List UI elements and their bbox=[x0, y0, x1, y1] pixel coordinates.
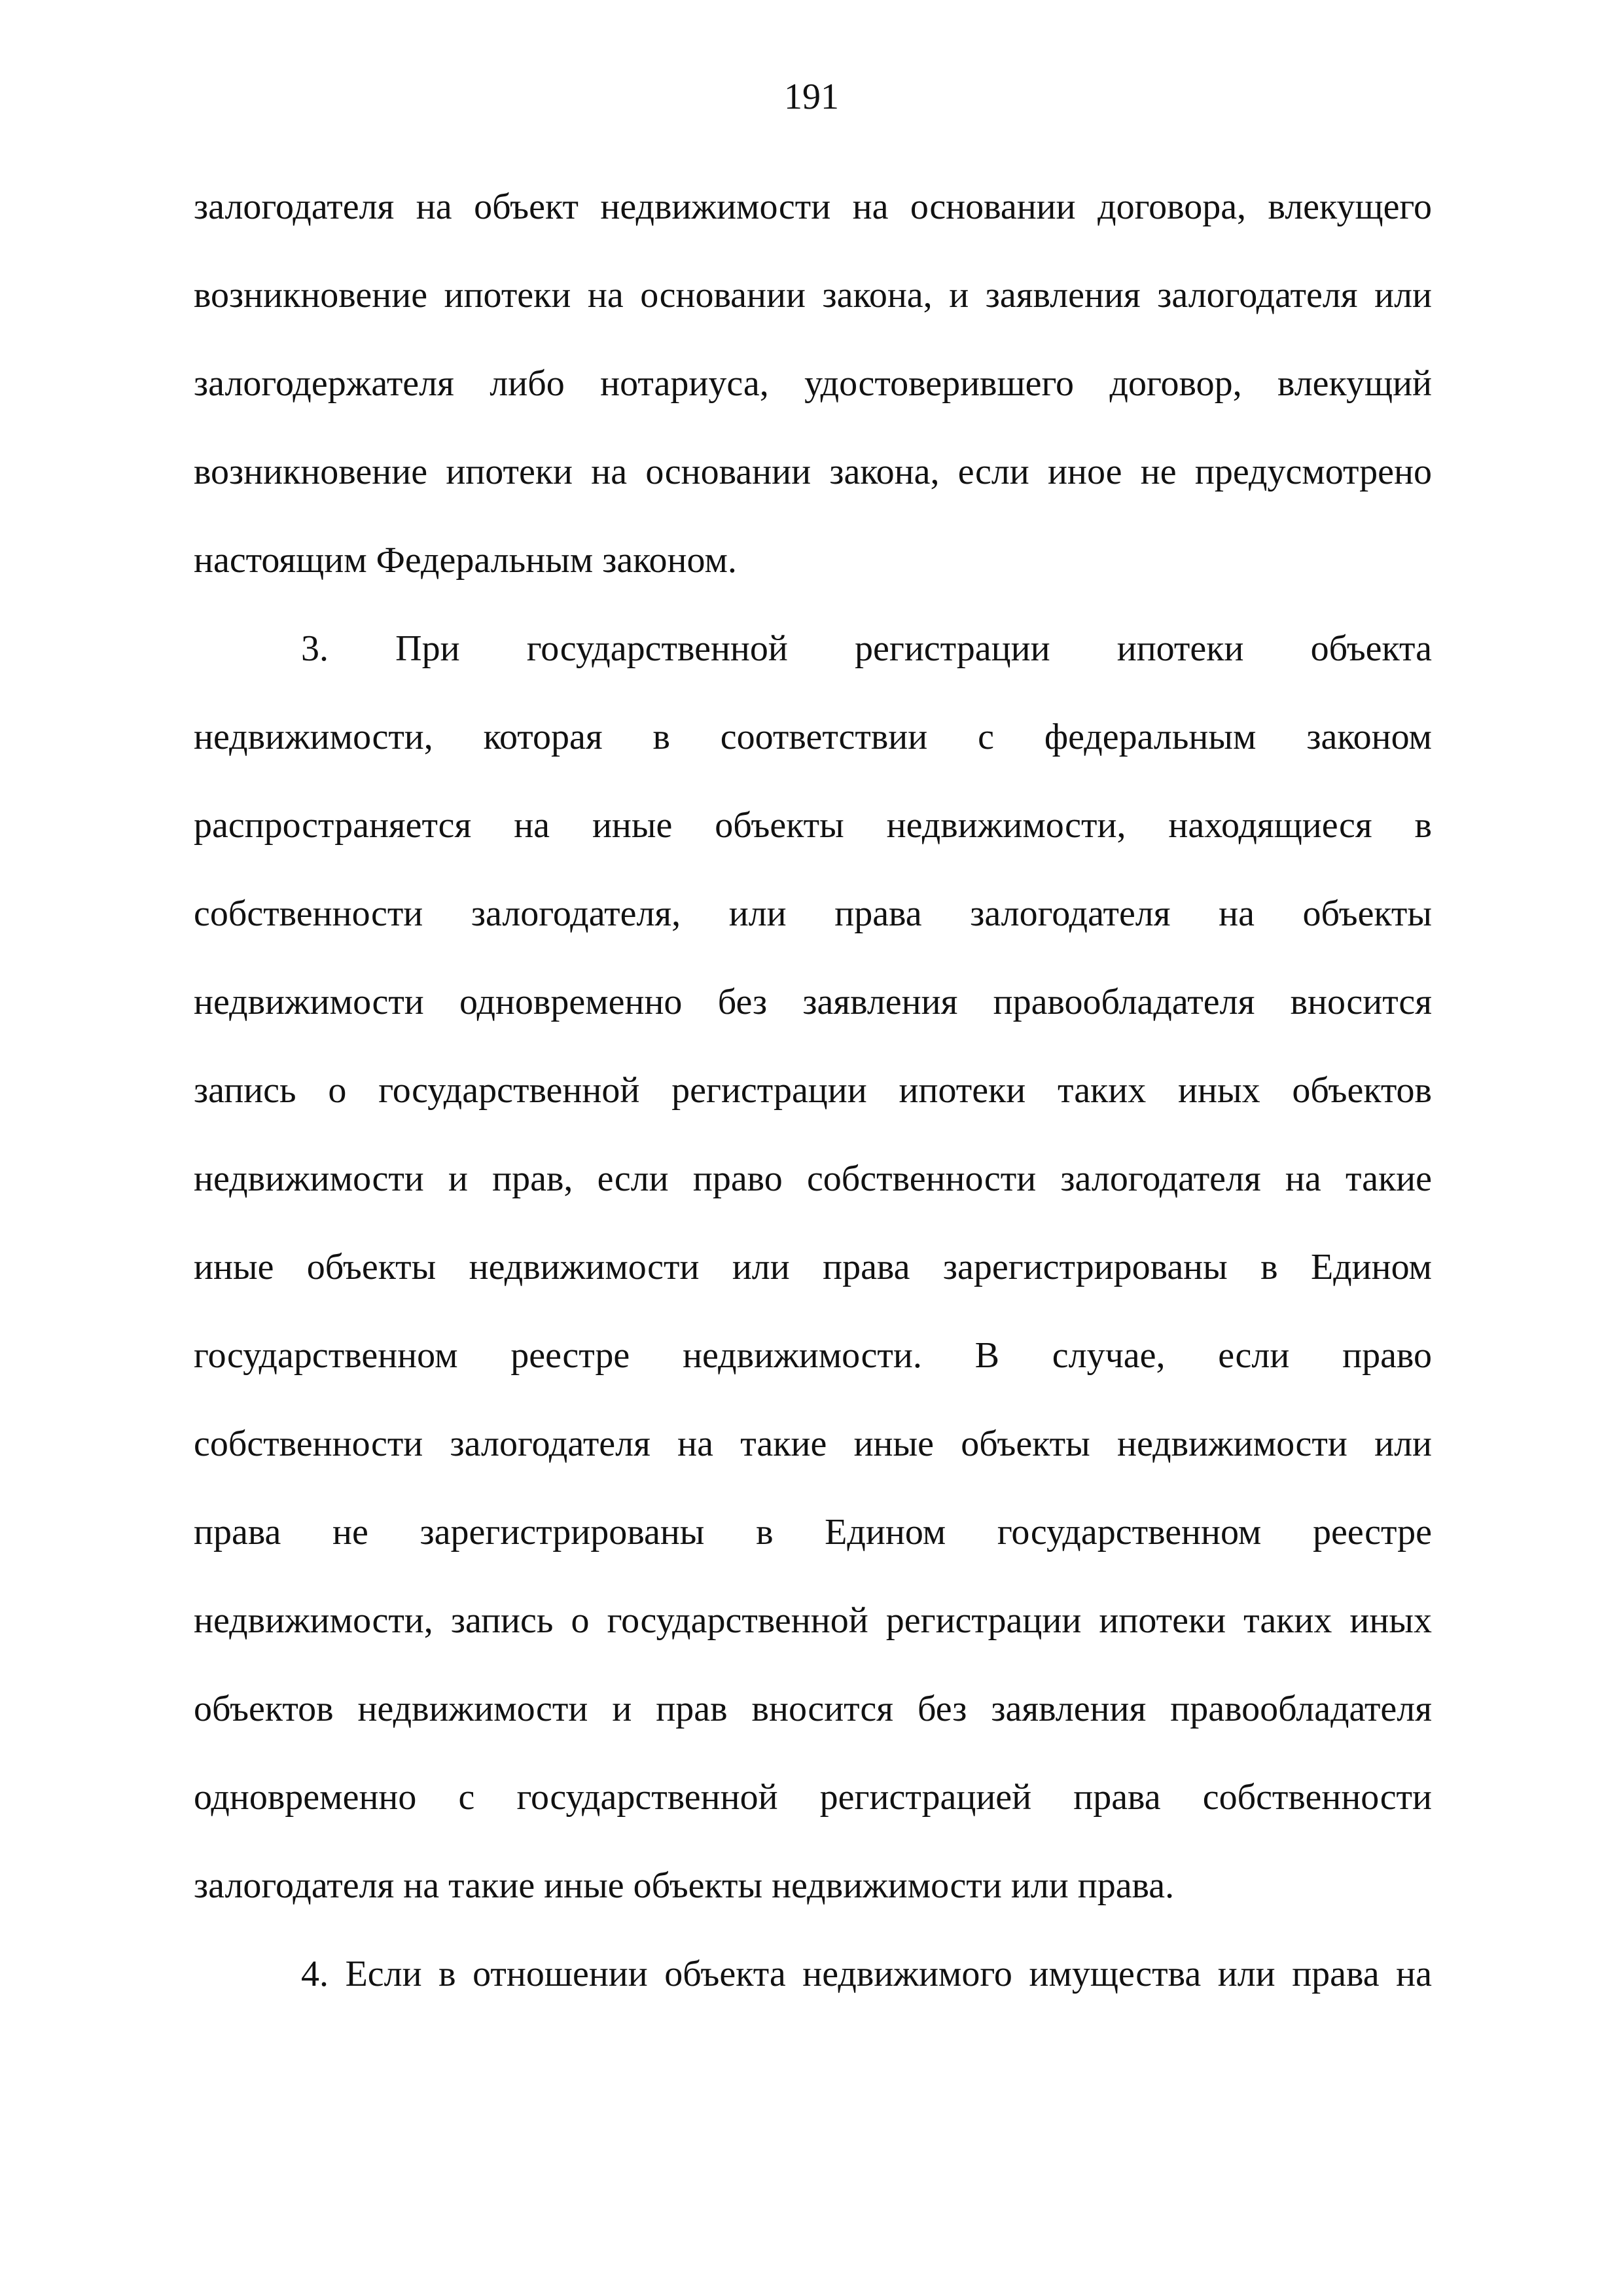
text-line: недвижимости и прав, если право собственности залогодателя на такие bbox=[194, 1158, 1432, 1199]
text-line: настоящим Федеральным законом. bbox=[194, 540, 737, 581]
paragraph-3-start: 3. При государственной регистрации ипотеки объекта bbox=[301, 628, 1432, 669]
text-line: одновременно с государственной регистрацией права собственности bbox=[194, 1777, 1432, 1818]
document-body bbox=[194, 183, 1432, 2039]
text-line: объектов недвижимости и прав вносится без заявления правообладателя bbox=[194, 1689, 1432, 1729]
page-number: 191 bbox=[784, 77, 839, 117]
text-line: залогодержателя либо нотариуса, удостоверившего договор, влекущий bbox=[194, 363, 1432, 404]
text-line: возникновение ипотеки на основании закона, если иное не предусмотрено bbox=[194, 452, 1432, 492]
text-line: государственном реестре недвижимости. В случае, если право bbox=[194, 1335, 1432, 1376]
text-line: недвижимости, запись о государственной регистрации ипотеки таких иных bbox=[194, 1600, 1432, 1641]
text-line: права не зарегистрированы в Едином государственном реестре bbox=[194, 1512, 1432, 1552]
text-line: залогодателя на такие иные объекты недвижимости или права. bbox=[194, 1865, 1175, 1906]
text-line: недвижимости одновременно без заявления правообладателя вносится bbox=[194, 982, 1432, 1022]
text-line: запись о государственной регистрации ипотеки таких иных объектов bbox=[194, 1070, 1432, 1111]
paragraph-4-start: 4. Если в отношении объекта недвижимого имущества или права на bbox=[301, 1954, 1432, 1994]
text-line: недвижимости, которая в соответствии с федеральным законом bbox=[194, 717, 1432, 757]
text-line: иные объекты недвижимости или права зарегистрированы в Едином bbox=[194, 1247, 1432, 1287]
text-line: собственности залогодателя на такие иные объекты недвижимости или bbox=[194, 1424, 1432, 1464]
text-line: распространяется на иные объекты недвижимости, находящиеся в bbox=[194, 805, 1432, 846]
text-line: возникновение ипотеки на основании закона, и заявления залогодателя или bbox=[194, 275, 1432, 315]
text-line: залогодателя на объект недвижимости на основании договора, влекущего bbox=[194, 187, 1432, 227]
text-line: собственности залогодателя, или права залогодателя на объекты bbox=[194, 893, 1432, 934]
